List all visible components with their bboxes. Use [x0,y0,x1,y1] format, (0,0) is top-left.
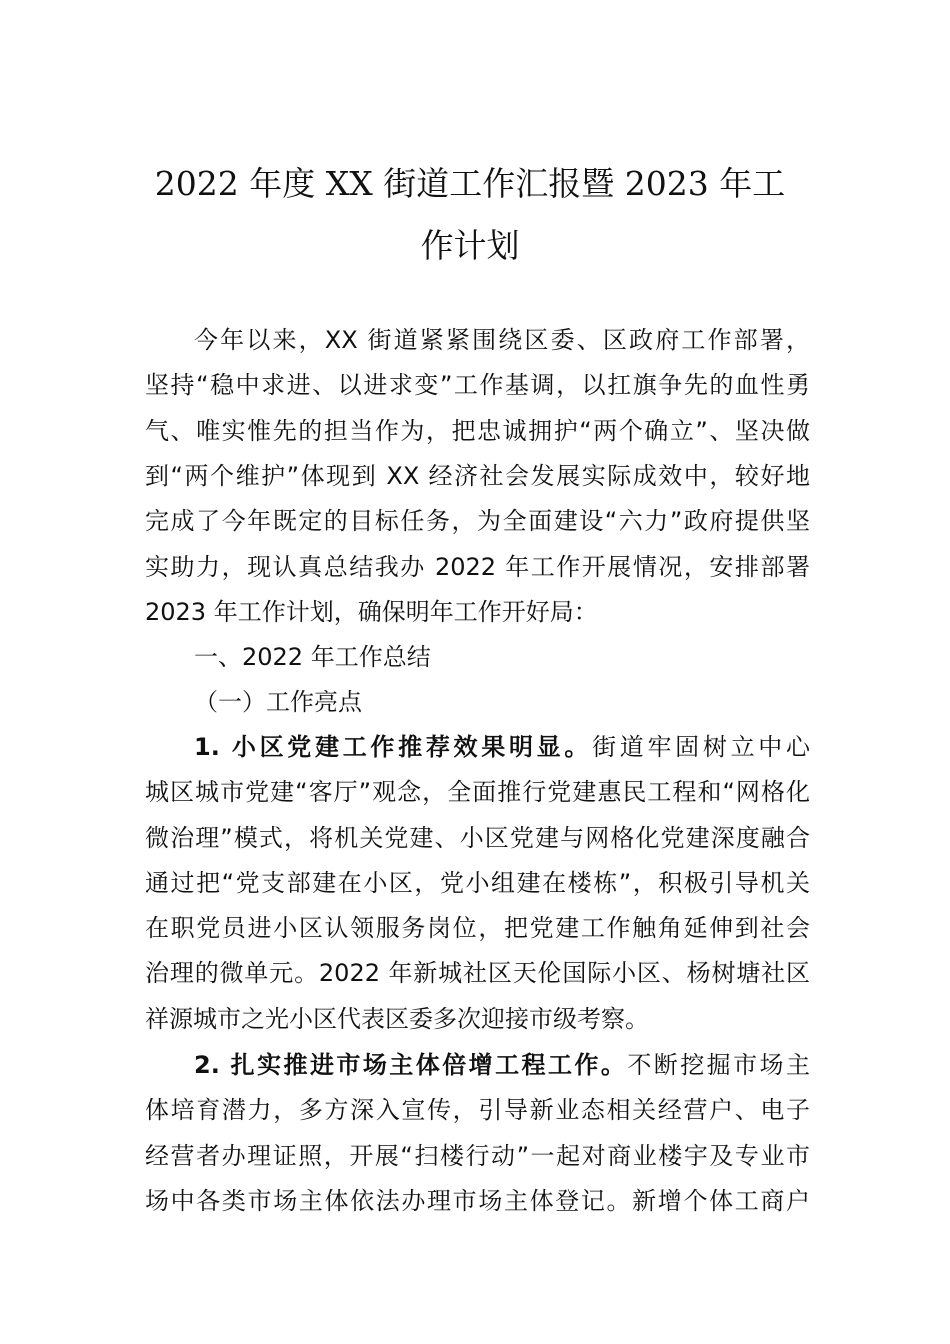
intro-line: 坚持“稳中求进、以进求变”工作基调，以扛旗争先的血性勇 [145,371,810,399]
intro-line: 到“两个维护”体现到 XX 经济社会发展实际成效中，较好地 [145,462,810,490]
document-title-line-2: 作计划 [420,226,520,265]
subsection-heading: （一）工作亮点 [194,688,362,716]
item-1-line: 城区城市党建“客厅”观念，全面推行党建惠民工程和“网格化 [145,778,810,806]
item-1-line: 治理的微单元。2022 年新城社区天伦国际小区、杨树塘社区 [145,959,810,987]
item-2-line: 体培育潜力，多方深入宣传，引导新业态相关经营户、电子 [145,1096,810,1124]
item-1-first-line [194,731,810,763]
item-1-line: 在职党员进小区认领服务岗位，把党建工作触角延伸到社会 [145,914,810,942]
item-2-text: 不断挖掘市场主 [627,1051,811,1079]
item-2-heading: 2. 扎实推进市场主体倍增工程工作。 [194,1051,628,1079]
item-1-line: 祥源城市之光小区代表区委多次迎接市级考察。 [145,1005,649,1033]
intro-line: 气、唯实惟先的担当作为，把忠诚拥护“两个确立”、坚决做 [145,417,810,445]
intro-line: 2023 年工作计划，确保明年工作开好局： [145,598,598,626]
item-2-line: 经营者办理证照，开展“扫楼行动”一起对商业楼宇及专业市 [145,1142,810,1170]
item-1-line: 通过把“党支部建在小区，党小组建在楼栋”，积极引导机关 [145,869,810,897]
intro-line: 今年以来，XX 街道紧紧围绕区委、区政府工作部署， [194,326,810,354]
section-heading: 一、2022 年工作总结 [194,643,431,671]
intro-line: 完成了今年既定的目标任务，为全面建设“六力”政府提供坚 [145,507,810,535]
item-1-text: 街道牢固树立中心 [592,733,811,761]
item-2-line: 场中各类市场主体依法办理市场主体登记。新增个体工商户 [145,1187,810,1215]
intro-line: 实助力，现认真总结我办 2022 年工作开展情况，安排部署 [145,553,810,581]
item-2-first-line [194,1049,810,1081]
document-title-line-1: 2022 年度 XX 街道工作汇报暨 2023 年工 [154,164,786,203]
item-1-line: 微治理”模式，将机关党建、小区党建与网格化党建深度融合 [145,824,810,852]
item-1-heading: 1. 小区党建工作推荐效果明显。 [194,733,593,761]
